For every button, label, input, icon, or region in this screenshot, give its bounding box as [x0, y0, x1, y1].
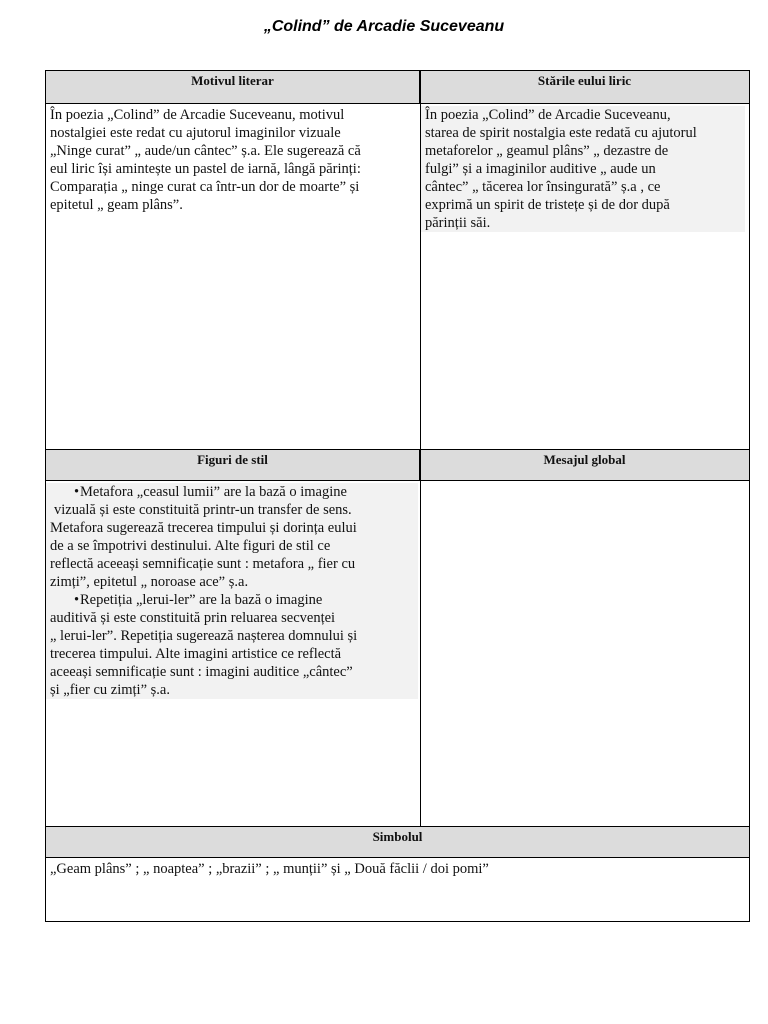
bullet1-line-2: vizuală și este constituită printr-un transfer de sens. [54, 502, 352, 518]
motivul-line-3: „Ninge curat” „ aude/un cântec” ș.a. Ele sugerează că [50, 143, 361, 159]
column-divider [420, 71, 421, 827]
bullet2-line-4: trecerea timpului. Alte imagini artistice ce reflectă [50, 646, 342, 662]
bullet2-line-6: și „fier cu zimți” ș.a. [50, 682, 170, 698]
bullet1-line-3: Metafora sugerează trecerea timpului și dorința eului [50, 520, 357, 536]
bullet2-first-line: Repetiția „lerui-ler” are la bază o imagine [80, 592, 323, 608]
header-figuri-de-stil: Figuri de stil [46, 450, 420, 481]
starile-line-6: exprimă un spirit de tristețe și de dor după [425, 197, 670, 213]
cell-motivul-literar [46, 104, 420, 449]
header-motivul-literar: Motivul literar [46, 71, 420, 104]
bullet-item-repetitia [46, 591, 418, 609]
starile-line-7: părinții săi. [425, 215, 491, 231]
bullet1-first-line: Metafora „ceasul lumii” are la bază o imagine [80, 484, 347, 500]
bullet1-line-6: zimți”, epitetul „ noroase ace” ș.a. [50, 574, 249, 590]
motivul-line-1: În poezia „Colind” de Arcadie Suceveanu, motivul [50, 107, 345, 123]
cell-mesajul-global [421, 481, 749, 826]
bullet2-line-3: „ lerui-ler”. Repetiția sugerează nașterea domnului și [50, 628, 358, 644]
bullet-icon: • [74, 484, 80, 500]
cell-simbolul [46, 858, 749, 921]
motivul-line-5: Comparația „ ninge curat ca într-un dor de moarte” și [50, 179, 360, 195]
motivul-line-4: eul liric își amintește un pastel de iarnă, lângă părinți: [50, 161, 361, 177]
motivul-line-2: nostalgiei este redat cu ajutorul imaginilor vizuale [50, 125, 341, 141]
starile-line-5: cântec” „ tăcerea lor însingurată” ș.a , ce [425, 179, 661, 195]
bullet2-line-2: auditivă și este constituită prin reluarea secvenței [50, 610, 336, 626]
analysis-table [45, 70, 750, 922]
bullet1-line-4: de a se împotrivi destinului. Alte figuri de stil ce [50, 538, 331, 554]
bullet1-line-5: reflectă aceeași semnificație sunt : metafora „ fier cu [50, 556, 356, 572]
header-simbolul: Simbolul [46, 827, 749, 858]
simbolul-text: „Geam plâns” ; „ noaptea” ; „brazii” ; „ munții” și „ Două făclii / doi pomi” [50, 861, 489, 877]
bullet-icon: • [74, 592, 80, 608]
header-starile-eului-liric: Stările eului liric [420, 71, 749, 104]
page-title: „Colind” de Arcadie Suceveanu [263, 18, 505, 35]
cell-figuri-de-stil [46, 481, 420, 826]
bullet2-line-5: aceeași semnificație sunt : imagini auditice „cântec” [50, 664, 353, 680]
motivul-line-6: epitetul „ geam plâns”. [50, 197, 183, 213]
bullet-item-metafora [46, 483, 418, 501]
starile-line-2: starea de spirit nostalgia este redată cu ajutorul [425, 125, 697, 141]
starile-line-4: fulgi” și a imaginilor auditive „ aude un [425, 161, 656, 177]
cell-starile-eului-liric [421, 104, 749, 449]
starile-line-3: metaforelor „ geamul plâns” „ dezastre de [425, 143, 669, 159]
starile-line-1: În poezia „Colind” de Arcadie Suceveanu, [425, 107, 671, 123]
header-mesajul-global: Mesajul global [420, 450, 749, 481]
